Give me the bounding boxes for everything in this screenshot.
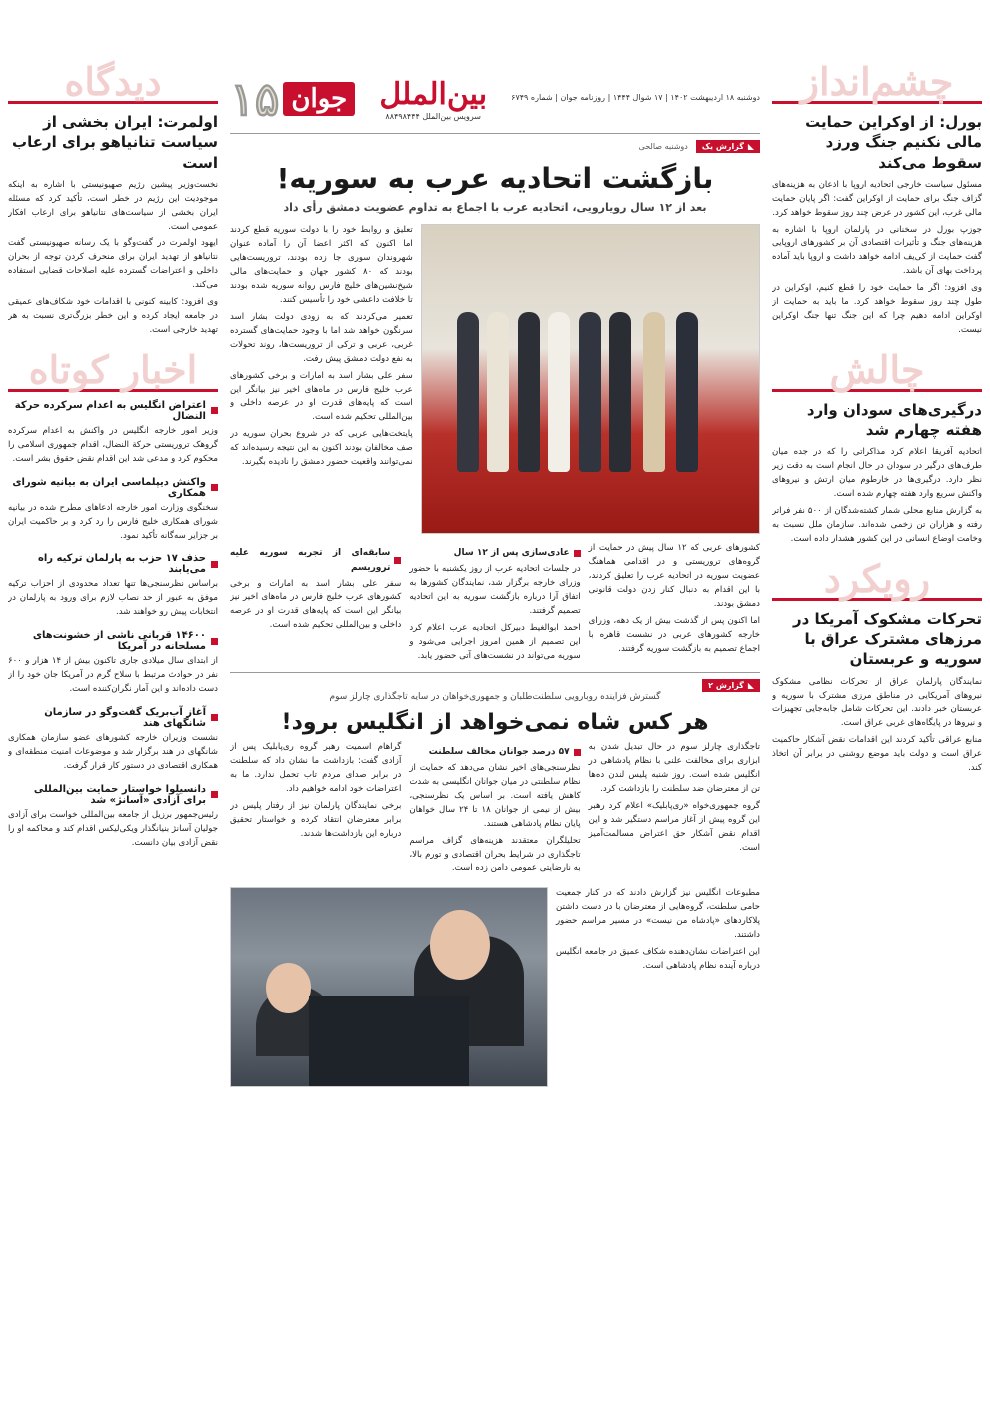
right-article-1 [772, 179, 982, 338]
brief-title-text: دانسیلوا خواستار حمایت بین‌المللی برای آزادی «آسانژ» شد [33, 783, 206, 806]
subhead-text: ۵۷ درصد جوانان مخالف سلطنت [428, 747, 570, 758]
paragraph: گراهام اسمیت رهبر گروه ری‌پابلیک پس از آزادی گفت: بازداشت ما نشان داد که سلطنت در برابر صدای مردم تاب تحمل ندارد. ما به اعتراضات خود ادامه خواهیم داد. [230, 742, 402, 795]
right-article-2 [772, 446, 982, 546]
paragraph: به گزارش منابع محلی شمار کشته‌شدگان از ۵۰۰ نفر فراتر رفته و هزاران تن زخمی شده‌اند. سازمان ملل نسبت به وخامت اوضاع انسانی در این کشور هشدار داده است. [772, 506, 982, 544]
person-figure [457, 312, 479, 472]
brief-title-text: واکنش دیپلماسی ایران به بیانیه شورای همکاری [12, 476, 206, 499]
paragraph: پایتخت‌هایی عربی که در شروع بحران سوریه در صف مخالفان بودند اکنون به این نتیجه رسیده‌اند که نمی‌توانند واقعیت حضور دمشق را نادیده بگیرند. [230, 429, 413, 468]
story2-col1 [589, 741, 760, 879]
section-subtitle: سرویس بین‌الملل ۸۸۴۹۸۴۴۴ [385, 111, 481, 121]
summit-photo [421, 224, 760, 534]
paragraph: وی افزود: اگر ما حمایت خود را قطع کنیم، اوکراین در طول چند روز سقوط خواهد کرد. ما باید به حمایت از اوکراین ادامه دهیم چرا که این جنگ تنها جنگ اوکراین نیست. [772, 283, 982, 335]
paragraph: نخست‌وزیر پیشین رژیم صهیونیستی با اشاره به اینکه موجودیت این رژیم در خطر است، تأکید کرد که مسئله ایران بخشی از سیاست‌های نتانیاهو برای ارعاب افکار عمومی است. [8, 179, 218, 232]
brief-text: رئیس‌جمهور برزیل از جامعه بین‌المللی خواست برای آزادی جولیان آسانژ بنیانگذار ویکی‌لیکس اقدام کند و محاکمه او را نقض آزادی بیان دانست. [8, 809, 218, 848]
brief-title[interactable] [8, 784, 218, 806]
newspaper-logo[interactable] [230, 71, 355, 126]
story2-col3 [230, 741, 401, 879]
story1-col5 [230, 542, 401, 666]
subhead-text: سابقه‌ای از تجربه سوریه علیه تروریسم [230, 548, 391, 573]
story2-col2 [409, 741, 580, 879]
report-tag-label: گزارش یک [701, 142, 744, 151]
brief-title-text: آغاز آب‌بریک گفت‌وگو در سازمان شانگهای هند [44, 706, 206, 729]
story1-col3 [589, 542, 760, 666]
person-figure [643, 312, 665, 472]
brief-item [8, 707, 218, 774]
paragraph: در جلسات اتحادیه عرب از روز یکشنبه با حضور وزرای خارجه برگزار شد، نمایندگان کشورها به اتفاق آرا درباره بازگشت سوریه به این اتحادیه تصمیم گرفتند. [409, 563, 581, 616]
story2-meta [230, 679, 760, 692]
right-headline-3[interactable]: تحرکات مشکوک آمریکا در مرزهای مشترک عراق با سوریه و عربستان [793, 609, 982, 669]
brief-title[interactable] [8, 630, 218, 652]
story2-kicker: گسترش فزاینده روبارویی سلطنت‌طلبان و جمهوری‌خواهان در سایه تاجگذاری چارلز سوم [329, 692, 661, 703]
person-figure [579, 312, 601, 472]
report-tag-1 [696, 140, 760, 153]
paragraph: مسئول سیاست خارجی اتحادیه اروپا با اذعان به هزینه‌های گزاف جنگ برای حمایت از اوکراین گفت: اگر پایان حمایت مالی غرب، این کشور در عرض چند روز سقوط خواهد کرد. [772, 179, 982, 218]
brief-title-text: حذف ۱۷ حزب به پارلمان ترکیه راه می‌یابند [37, 553, 206, 576]
report-tag-2 [702, 679, 760, 692]
bullet-icon [211, 407, 218, 414]
speaker-head [430, 910, 490, 980]
bullet-icon [574, 749, 581, 756]
brief-text: از ابتدای سال میلادی جاری تاکنون بیش از ۱۴ هزار و ۶۰۰ نفر در حوادث مرتبط با سلاح گرم در آمریکا جان خود را از دست داده‌اند و این آمار نگران‌کننده است. [8, 656, 218, 695]
paragraph: احمد ابوالغیط دبیرکل اتحادیه عرب اعلام کرد این تصمیم از همین امروز اجرایی می‌شود و سوریه می‌تواند در نشست‌های آتی حضور یابد. [409, 622, 581, 661]
section-label-perspective: چشم‌انداز [772, 60, 982, 104]
paragraph: تعمیر می‌کردند که به زودی دولت بشار اسد سرنگون خواهد شد اما با وجود حمایت‌های گسترده غربی، عربی و ترکی از تروریست‌ها، روند تحولات به نفع دولت دمشق پیش رفت. [230, 311, 413, 364]
paragraph: برخی نمایندگان پارلمان نیز از رفتار پلیس در برابر معترضان انتقاد کرده و خواستار تحقیق درباره این بازداشت‌ها شدند. [230, 801, 402, 839]
section-label-viewpoint: دیدگاه [8, 60, 218, 104]
story1-meta [230, 140, 760, 153]
person-figure [609, 312, 631, 472]
paragraph: گروه جمهوری‌خواه «ری‌پابلیک» اعلام کرد رهبر این گروه پیش از آغاز مراسم دستگیر شد و این اقدام نقض آشکار حق اعتراض مسالمت‌آمیز است. [588, 801, 760, 853]
paragraph: اما اکنون پس از گذشت بیش از یک دهه، وزرای خارجه کشورهای عربی در نشست قاهره با اجماع تصمیم به بازگشت سوریه گرفتند. [588, 616, 760, 654]
paragraph: جوزپ بورل در سخنانی در پارلمان اروپا با اشاره به هزینه‌های جنگ و تأثیرات اقتصادی آن بر کشورهای اروپایی گفت حمایت از کی‌یف ادامه خواهد داشت و اروپا باید آماده پرداخت بهای آن باشد. [772, 224, 982, 277]
story1-col4 [409, 542, 580, 666]
brief-text: سخنگوی وزارت امور خارجه ادعاهای مطرح شده در بیانیه شورای همکاری خلیج فارس را رد کرد و بر حاکمیت ایران بر جزایر سه‌گانه تأکید نمود. [8, 502, 218, 541]
paragraph: اتحادیه آفریقا اعلام کرد مذاکراتی را که در جده میان طرف‌های درگیر در سودان در حال انجام است به دقت زیر نظر دارد. درگیری‌ها در خارطوم میان ارتش و نیروهای واکنش سریع وارد هفته چهارم شده است. [772, 447, 982, 500]
subhead-text: عادی‌سازی پس از ۱۲ سال [453, 548, 570, 559]
main-column [230, 140, 760, 1404]
right-headline-2[interactable]: درگیری‌های سودان وارد هفته چهارم شد [806, 400, 982, 440]
logo-text: جوان [283, 82, 355, 116]
bullet-icon [211, 638, 218, 645]
brief-text: نشست وزیران خارجه کشورهای عضو سازمان همکاری شانگهای در هند برگزار شد و موضوعات امنیت منطقه‌ای و همکاری اقتصادی در دستور کار قرار گرفت. [8, 732, 218, 771]
paragraph: نظرسنجی‌های اخیر نشان می‌دهد که حمایت از نظام سلطنتی در میان جوانان انگلیسی به شدت کاهش یافته است. بر اساس یک نظرسنجی، بیش از نیمی از جوانان ۱۸ تا ۲۴ سال خواهان پایان نظام پادشاهی هستند. [409, 763, 581, 829]
section-divider [230, 672, 760, 673]
report-tag-label: گزارش ۲ [708, 681, 744, 691]
story1-col1 [230, 224, 413, 534]
paragraph: نمایندگان پارلمان عراق از تحرکات نظامی مشکوک نیروهای آمریکایی در مناطق مرزی مشترک با سوریه و عربستان خبر دادند. این تحرکات شامل جابه‌جایی تجهیزات و نیروها در پایگاه‌های غربی عراق است. [772, 676, 982, 729]
brief-item [8, 630, 218, 697]
paragraph: کشورهای عربی که ۱۲ سال پیش در حمایت از گروه‌های تروریستی و در اقدامی هماهنگ عضویت سوریه در اتحادیه عرب را تعلیق کردند، با این اقدام به دنبال کنار زدن دولت قانونی دمشق بودند. [588, 543, 760, 610]
bullet-icon [211, 561, 218, 568]
person-figure [548, 312, 570, 472]
right-headline-1[interactable]: بورل: از اوکراین حمایت مالی نکنیم جنگ ورزد سقوط می‌کند [805, 113, 982, 172]
brief-text: وزیر امور خارجه انگلیس در واکنش به اعدام سرکرده گروهک تروریستی حرکة النضال، اقدام جمهوری اسلامی را محکوم کرد و مدعی شد این اقدام نقض حقوق بشر است. [8, 425, 218, 464]
story2-col4 [556, 887, 760, 1087]
section-label-briefs: اخبار کوتاه [8, 348, 218, 392]
paragraph: تاجگذاری چارلز سوم در حال تبدیل شدن به ابزاری برای مخالفت علنی با نظام پادشاهی در انگلیس شده است. روز شنبه پلیس لندن ده‌ها تن از معترضان ضد سلطنت را بازداشت کرد. [588, 742, 760, 795]
paragraph: سفر علی بشار اسد به امارات و برخی کشورهای عرب خلیج فارس در ماه‌های اخیر نیز بیانگر این است که پایه‌های قدرت او در عرصه داخلی و بین‌المللی تحکیم شده است. [230, 578, 402, 631]
story1-top [230, 224, 760, 534]
page-number: ۱۵ [230, 71, 280, 126]
brief-title-text: اعتراض انگلیس به اعدام سرکرده حرکة النضال [14, 399, 206, 422]
paragraph: ایهود اولمرت در گفت‌وگو با یک رسانه صهیونیستی گفت نتانیاهو از تهدید ایران برای منحرف کردن توجه از بحران داخلی و اعتراضات گسترده علیه اصلاحات قضایی استفاده می‌کند. [8, 238, 218, 291]
bullet-icon [394, 557, 401, 564]
brief-title[interactable] [8, 553, 218, 575]
brief-title[interactable] [8, 707, 218, 729]
person-figure [676, 312, 698, 472]
flag-icon: ◣ [747, 142, 754, 151]
main-headline[interactable]: بازگشت اتحادیه عرب به سوریه! [276, 162, 714, 195]
masthead-title-block [379, 77, 487, 121]
paragraph: وی افزود: کابینه کنونی با اقدامات خود شکاف‌های عمیقی در جامعه ایجاد کرده و این خطر بزرگ‌تری نسبت به هر تهدید خارجی است. [8, 297, 218, 335]
brief-item [8, 784, 218, 851]
person-figure [518, 312, 540, 472]
left-headline-1[interactable]: اولمرت: ایران بخشی از سیاست تنانیاهو برای ارعاب است [12, 113, 218, 172]
reporter-name: دوشنبه صالحی [638, 142, 688, 151]
story1-columns [230, 542, 760, 666]
brief-title[interactable] [8, 477, 218, 499]
brief-item [8, 400, 218, 467]
bullet-icon [211, 484, 218, 491]
paragraph: این اعتراضات نشان‌دهنده شکاف عمیق در جامعه انگلیس درباره آینده نظام پادشاهی است. [556, 947, 760, 971]
paragraph: منابع عراقی تأکید کردند این اقدامات نقض آشکار حاکمیت عراق است و دولت باید موضع روشنی در برابر آن اتخاذ کند. [772, 735, 982, 774]
brief-title-text: ۱۴۶۰۰ قربانی ناشی از خشونت‌های مسلحانه در آمریکا [32, 630, 206, 653]
paragraph: سفر علی بشار اسد به امارات و برخی کشورهای عرب خلیج فارس در ماه‌های اخیر نیز بیانگر این است که پایه‌های قدرت او در عرصه داخلی و بین‌المللی تحکیم شده است. [230, 370, 413, 423]
person-head [266, 963, 311, 1013]
story2-columns-top [230, 741, 760, 879]
brief-text: براساس نظرسنجی‌ها تنها تعداد محدودی از احزاب ترکیه موفق به عبور از حد نصاب لازم برای ورود به پارلمان در انتخابات پیش رو خواهند شد. [8, 579, 218, 618]
bullet-icon [574, 550, 581, 557]
flag-icon: ◣ [747, 681, 754, 691]
brief-title[interactable] [8, 400, 218, 422]
person-figure [487, 312, 509, 472]
paragraph: تحلیلگران معتقدند هزینه‌های گزاف مراسم تاجگذاری در شرایط بحران اقتصادی و تورم بالا، به نارضایتی عمومی دامن زده است. [409, 835, 581, 874]
bullet-icon [211, 791, 218, 798]
subhead [230, 546, 401, 575]
left-column [8, 60, 218, 1404]
main-subheadline: بعد از ۱۲ سال رویارویی، اتحادیه عرب با اجماع به تداوم عضویت دمشق رأی داد [283, 201, 707, 215]
brief-item [8, 553, 218, 620]
story2-headline[interactable]: هر کس شاه نمی‌خواهد از انگلیس برود! [281, 710, 709, 736]
speaker-photo [230, 887, 548, 1087]
right-article-3 [772, 676, 982, 776]
paragraph: مطبوعات انگلیس نیز گزارش دادند که در کنار جمعیت حامی سلطنت، گروه‌هایی از معترضان با در دست داشتن پلاکاردهای «پادشاه من نیست» در مسیر مراسم حضور داشتند. [556, 888, 760, 941]
bullet-icon [211, 714, 218, 721]
date-line: دوشنبه ۱۸ اردیبهشت ۱۴۰۲ | ۱۷ شوال ۱۴۴۴ | روزنامه جوان | شماره ۶۷۴۹ [511, 93, 760, 103]
right-column [772, 60, 982, 1404]
section-title: بین‌الملل [379, 76, 488, 112]
brief-item [8, 477, 218, 544]
paragraph: تعلیق و روابط خود را با دولت سوریه قطع کردند اما اکنون که اکثر اعضا آن را آماده عنوان شهروندان سوری جا زده بودند، تروریست‌هایی بودند که ۸۰ کشور جهان و حمایت‌های مالی شیخ‌نشین‌های خلیج فارس روانه سوریه شده بودند تا خلافت داعشی خود را تأسیس کنند. [230, 225, 413, 305]
subhead [409, 546, 580, 561]
section-label-challenge: چالش [772, 348, 982, 392]
masthead [230, 64, 760, 134]
subhead [409, 745, 580, 760]
section-label-approach: رویکرد [772, 557, 982, 601]
left-article-1 [8, 179, 218, 338]
masthead-info-block [511, 91, 760, 105]
story2-bottom [230, 887, 760, 1087]
podium [309, 996, 469, 1086]
